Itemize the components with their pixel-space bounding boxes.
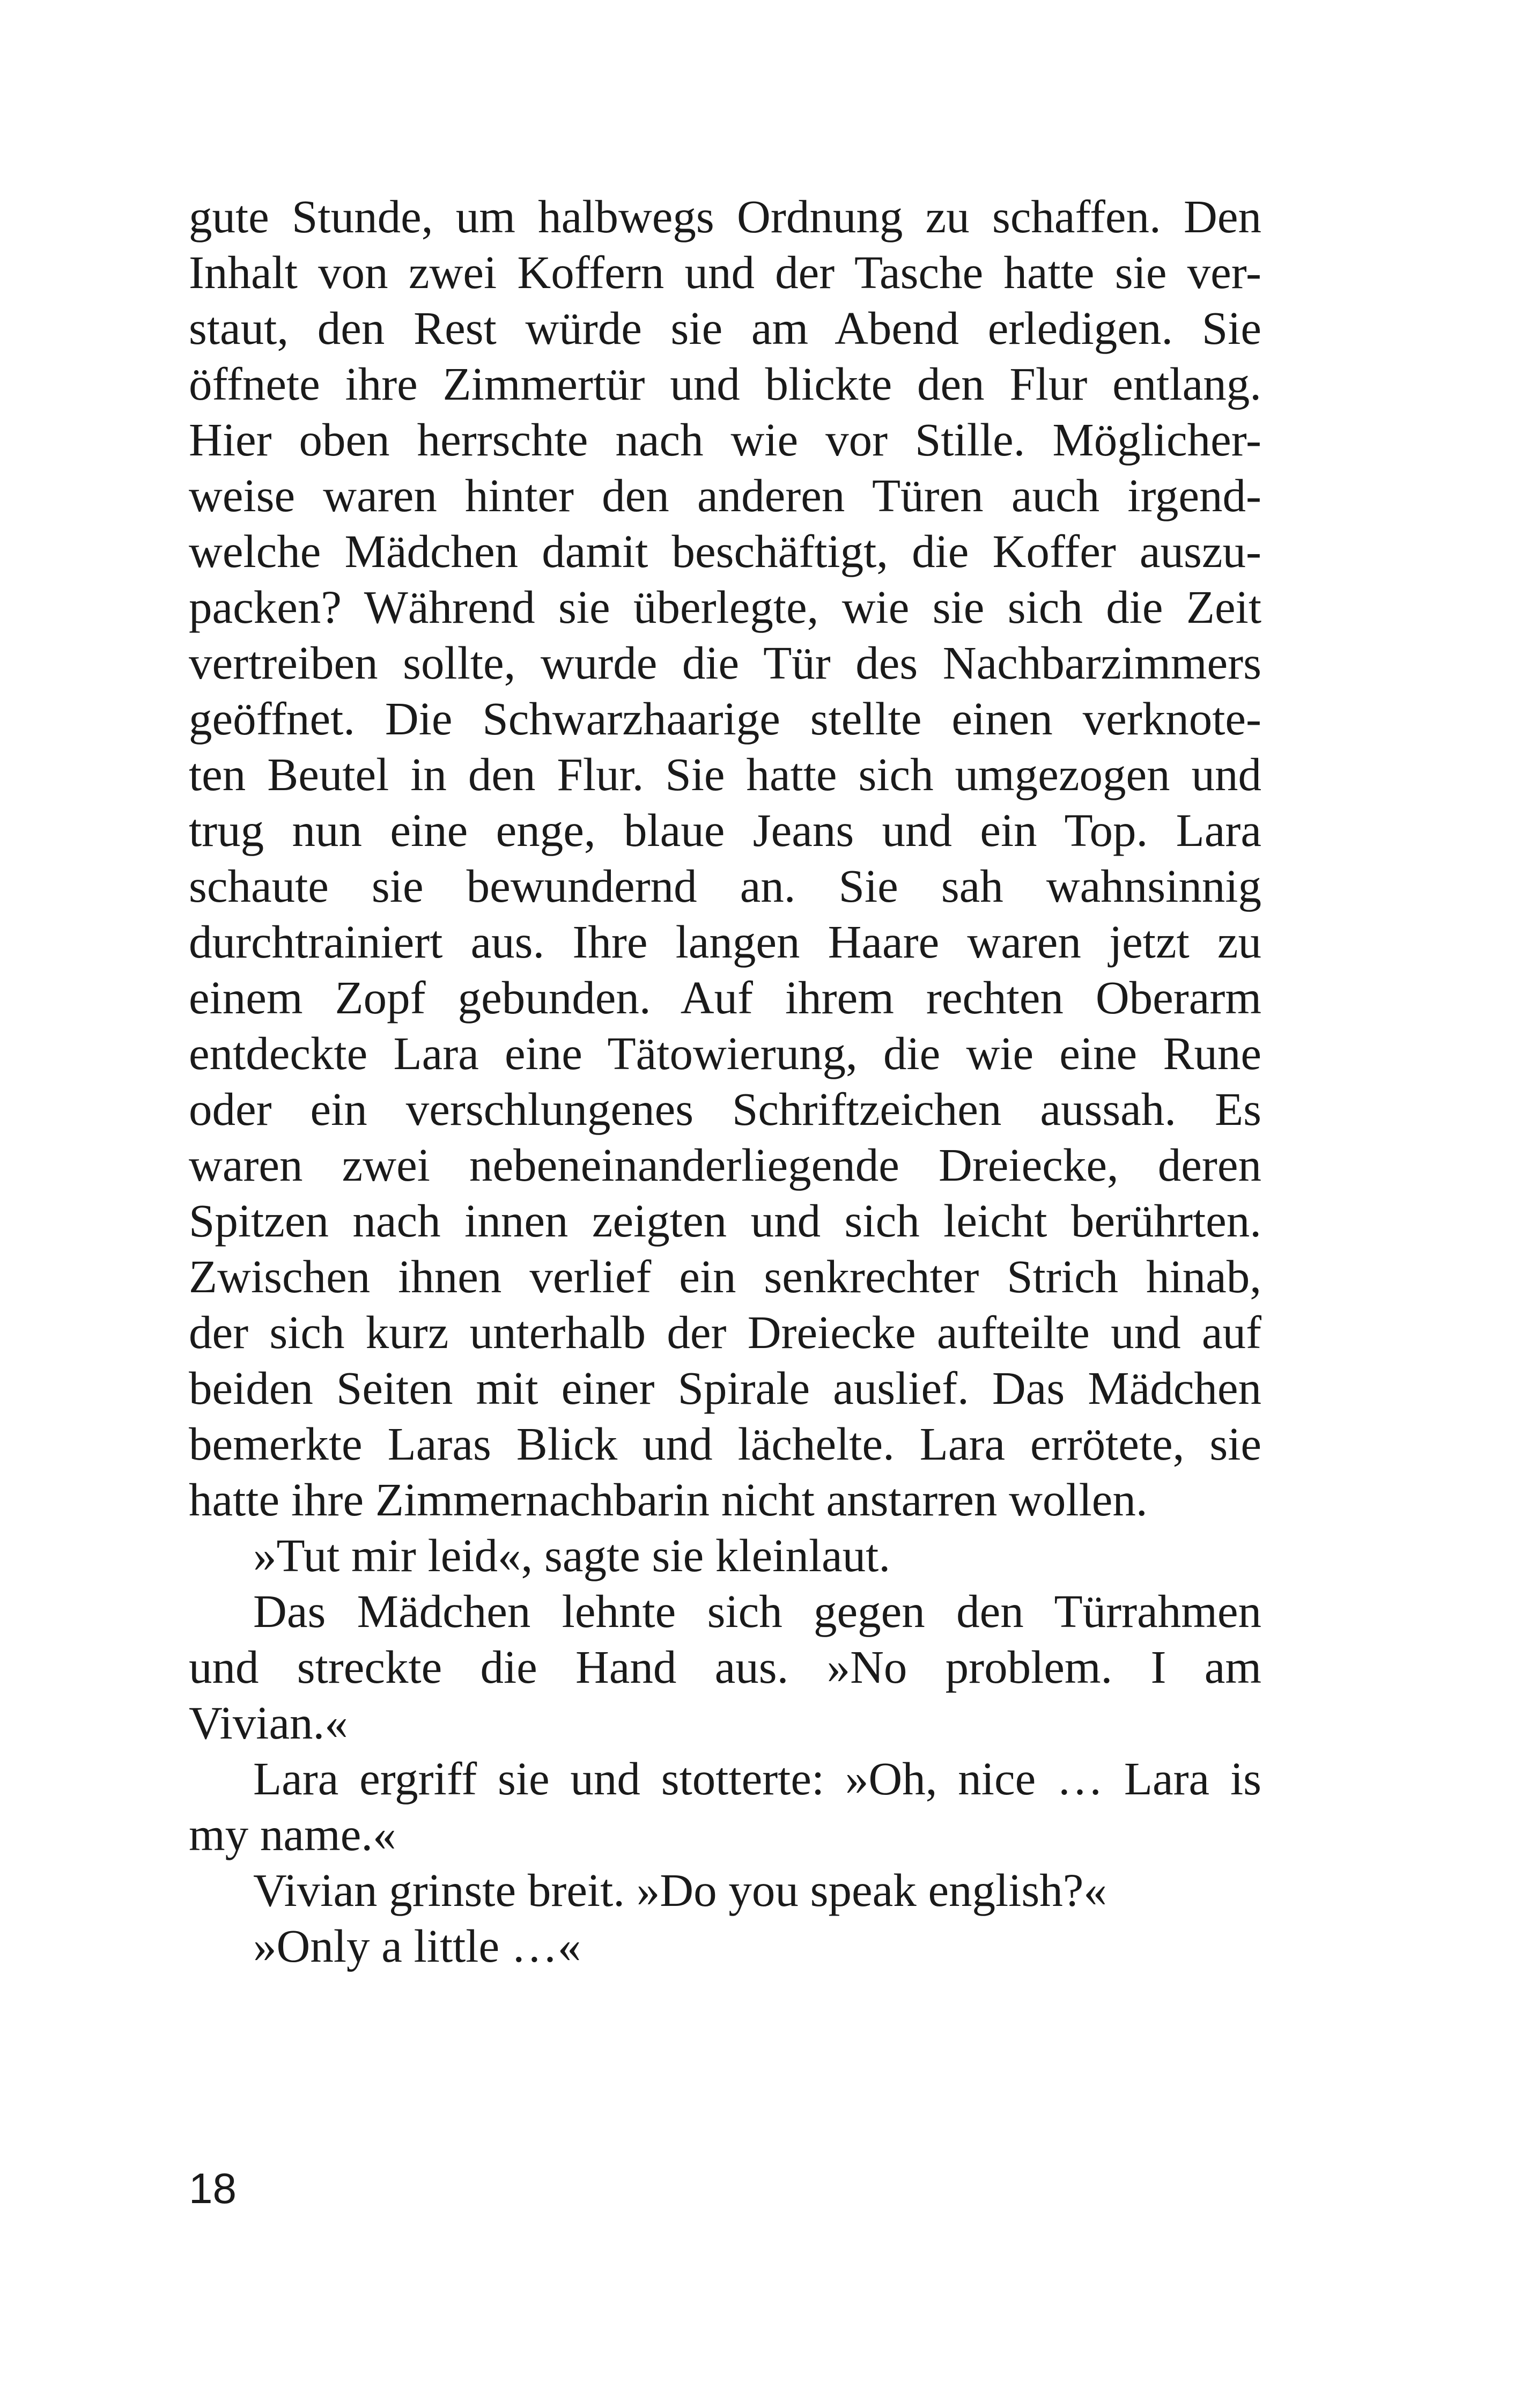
text-line: trug nun eine enge, blaue Jeans und ein Top. Lara xyxy=(189,804,1261,856)
text-line: packen? Während sie überlegte, wie sie sich die Zeit xyxy=(189,581,1261,633)
text-line: welche Mädchen damit beschäftigt, die Koffer auszu- xyxy=(189,525,1261,577)
text-line: waren zwei nebeneinanderliegende Dreiecke, deren xyxy=(189,1139,1261,1191)
paragraph xyxy=(189,1862,1261,1918)
text-line: durchtrainiert aus. Ihre langen Haare waren jetzt zu xyxy=(189,916,1261,968)
text-line: weise waren hinter den anderen Türen auch irgend- xyxy=(189,469,1261,521)
paragraph xyxy=(189,1584,1261,1751)
paragraph xyxy=(189,1528,1261,1584)
text-line: Das Mädchen lehnte sich gegen den Türrahmen xyxy=(253,1585,1261,1637)
text-line: der sich kurz unterhalb der Dreiecke aufteilte und auf xyxy=(189,1306,1261,1358)
text-line: Hier oben herrschte nach wie vor Stille. Möglicher- xyxy=(189,414,1261,466)
text-line: entdeckte Lara eine Tätowierung, die wie eine Rune xyxy=(189,1027,1261,1079)
body-text xyxy=(189,189,1261,1974)
text-line: öffnete ihre Zimmertür und blickte den Flur entlang. xyxy=(189,358,1261,410)
text-line: ten Beutel in den Flur. Sie hatte sich umgezogen und xyxy=(189,748,1261,800)
text-line: Vivian.« xyxy=(189,1697,348,1749)
text-line: beiden Seiten mit einer Spirale auslief. Das Mädchen xyxy=(189,1362,1261,1414)
text-line: Zwischen ihnen verlief ein senkrechter Strich hinab, xyxy=(189,1250,1261,1302)
text-line: Lara ergriff sie und stotterte: »Oh, nice … Lara is xyxy=(253,1752,1261,1805)
text-line: schaute sie bewundernd an. Sie sah wahnsinnig xyxy=(189,860,1261,912)
text-line: hatte ihre Zimmernachbarin nicht anstarren wollen. xyxy=(189,1474,1148,1526)
paragraph xyxy=(189,189,1261,1528)
text-line: vertreiben sollte, wurde die Tür des Nachbarzimmers xyxy=(189,637,1261,689)
text-line: »Tut mir leid«, sagte sie kleinlaut. xyxy=(253,1529,891,1581)
text-line: Inhalt von zwei Koffern und der Tasche hatte sie ver- xyxy=(189,246,1261,298)
text-line: und streckte die Hand aus. »No problem. I am xyxy=(189,1641,1261,1693)
text-line: einem Zopf gebunden. Auf ihrem rechten Oberarm xyxy=(189,971,1261,1023)
text-line: oder ein verschlungenes Schriftzeichen aussah. Es xyxy=(189,1083,1261,1135)
text-line: bemerkte Laras Blick und lächelte. Lara errötete, sie xyxy=(189,1418,1261,1470)
text-line: geöffnet. Die Schwarzhaarige stellte einen verknote- xyxy=(189,693,1261,745)
paragraph xyxy=(189,1751,1261,1862)
text-line: Vivian grinste breit. »Do you speak english?« xyxy=(253,1864,1107,1916)
text-line: my name.« xyxy=(189,1808,396,1860)
text-line: Spitzen nach innen zeigten und sich leicht berührten. xyxy=(189,1195,1261,1247)
text-line: »Only a little …« xyxy=(253,1920,581,1972)
paragraph xyxy=(189,1918,1261,1974)
text-line: staut, den Rest würde sie am Abend erledigen. Sie xyxy=(189,302,1261,354)
text-line: gute Stunde, um halbwegs Ordnung zu schaffen. Den xyxy=(189,190,1261,242)
page-number: 18 xyxy=(189,2164,237,2212)
